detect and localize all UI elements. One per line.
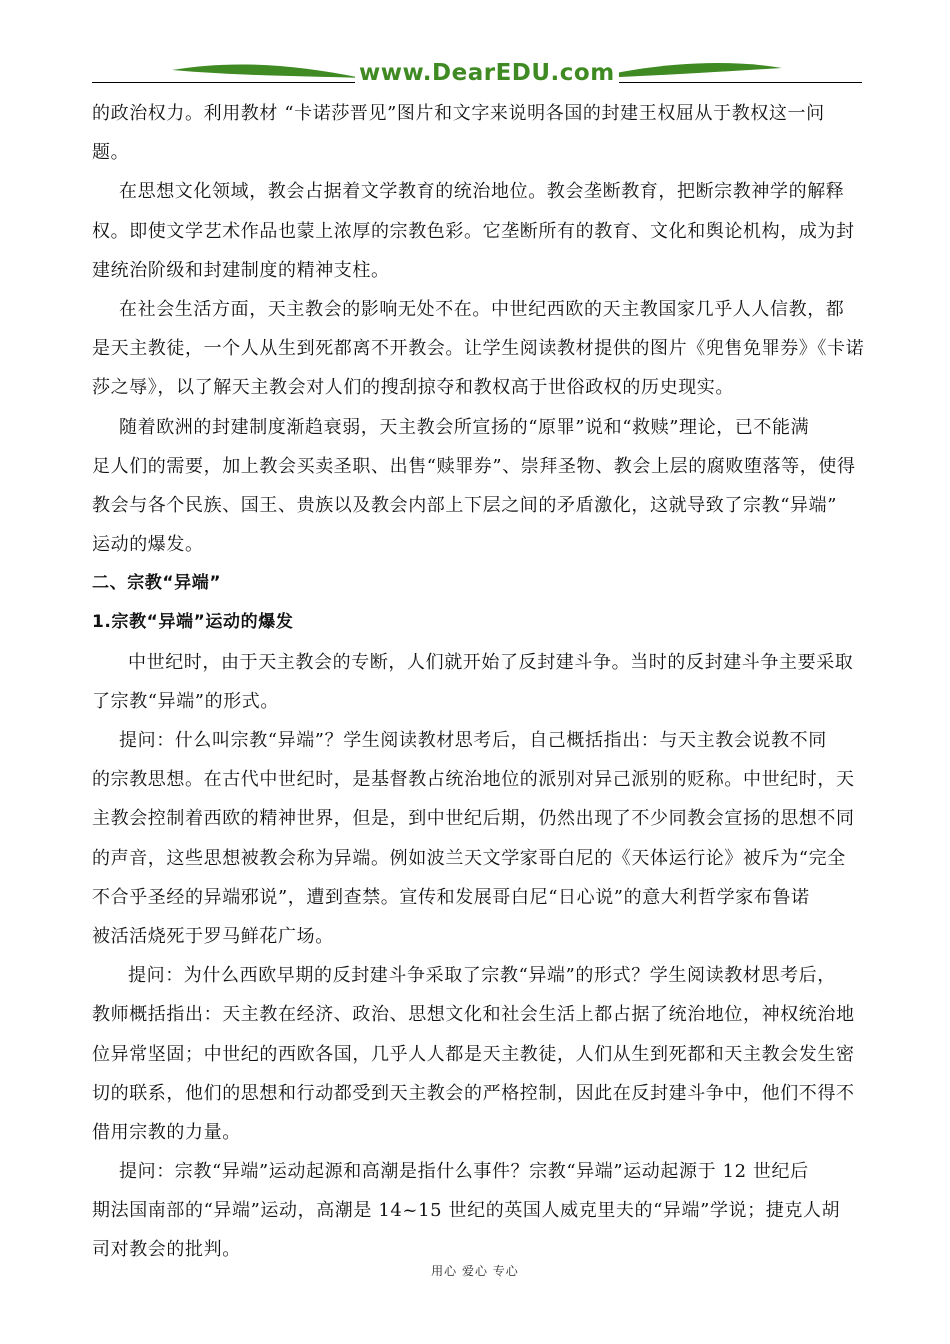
text-line: 借用宗教的力量。 [92,1121,241,1143]
text-line: 建统治阶级和封建制度的精神支柱。 [92,259,390,281]
text-line: 了宗教“异端”的形式。 [92,690,280,712]
text-line: 中世纪时，由于天主教会的专断，人们就开始了反封建斗争。当时的反封建斗争主要采取 [128,651,854,673]
text-line: 权。即使文学艺术作品也蒙上浓厚的宗教色彩。它垄断所有的教育、文化和舆论机构，成为封 [92,220,855,242]
text-line: 期法国南部的“异端”运动，高潮是 14~15 世纪的英国人威克里夫的“异端”学说；捷克人胡 [92,1200,841,1222]
text-line: 运动的爆发。 [92,534,204,556]
text-line: 的声音，这些思想被教会称为异端。例如波兰天文学家哥白尼的《天体运行论》被斥为“完全 [92,847,846,869]
document-body [92,94,867,1270]
section-heading: 1.宗教“异端”运动的爆发 [92,612,294,633]
text-line: 在社会生活方面，天主教会的影响无处不在。中世纪西欧的天主教国家几乎人人信教，都 [119,298,845,320]
page-footer: 用心 爱心 专心 [431,1264,519,1278]
text-line: 提问：什么叫宗教“异端”？学生阅读教材思考后，自己概括指出：与天主教会说教不同 [119,730,827,751]
text-line: 不合乎圣经的异端邪说”，遭到查禁。宣传和发展哥白尼“日心说”的意大利哲学家布鲁诺 [92,886,810,908]
text-line: 的宗教思想。在古代中世纪时，是基督教占统治地位的派别对异己派别的贬称。中世纪时，天 [92,769,855,791]
site-logo: www.DearEDU.com [355,60,619,86]
text-line: 位异常坚固；中世纪的西欧各国，几乎人人都是天主教徒，人们从生到死都和天主教会发生密 [92,1043,855,1065]
text-line: 切的联系，他们的思想和行动都受到天主教会的严格控制，因此在反封建斗争中，他们不得不 [92,1082,855,1104]
section-heading: 二、宗教“异端” [92,573,222,594]
text-line: 的政治权力。利用教材 “卡诺莎晋见”图片和文字来说明各国的封建王权屈从于教权这一问 [92,103,825,124]
text-line: 提问：宗教“异端”运动起源和高潮是指什么事件？宗教“异端”运动起源于 12 世纪后 [119,1161,809,1183]
text-line: 是天主教徒，一个人从生到死都离不开教会。让学生阅读教材提供的图片《兜售免罪券》《卡诺 [92,338,865,360]
text-line: 提问：为什么西欧早期的反封建斗争采取了宗教“异端”的形式？学生阅读教材思考后， [128,965,836,987]
text-line: 司对教会的批判。 [92,1239,241,1261]
text-line: 教会与各个民族、国王、贵族以及教会内部上下层之间的矛盾激化，这就导致了宗教“异端” [92,494,837,516]
text-line: 被活活烧死于罗马鲜花广场。 [92,925,334,947]
text-line: 题。 [92,142,130,164]
text-line: 足人们的需要，加上教会买卖圣职、出售“赎罪券”、崇拜圣物、教会上层的腐败堕落等，使得 [92,455,856,477]
text-line: 主教会控制着西欧的精神世界，但是，到中世纪后期，仍然出现了不少同教会宣扬的思想不同 [92,808,855,830]
text-line: 教师概括指出：天主教在经济、政治、思想文化和社会生活上都占据了统治地位，神权统治地 [92,1004,855,1026]
text-line: 随着欧洲的封建制度渐趋衰弱，天主教会所宣扬的“原罪”说和“救赎”理论，已不能满 [119,416,810,438]
text-line: 在思想文化领域，教会占据着文学教育的统治地位。教会垄断教育，把断宗教神学的解释 [119,181,845,203]
text-line: 莎之辱》，以了解天主教会对人们的搜刮掠夺和教权高于世俗政权的历史现实。 [92,377,734,399]
